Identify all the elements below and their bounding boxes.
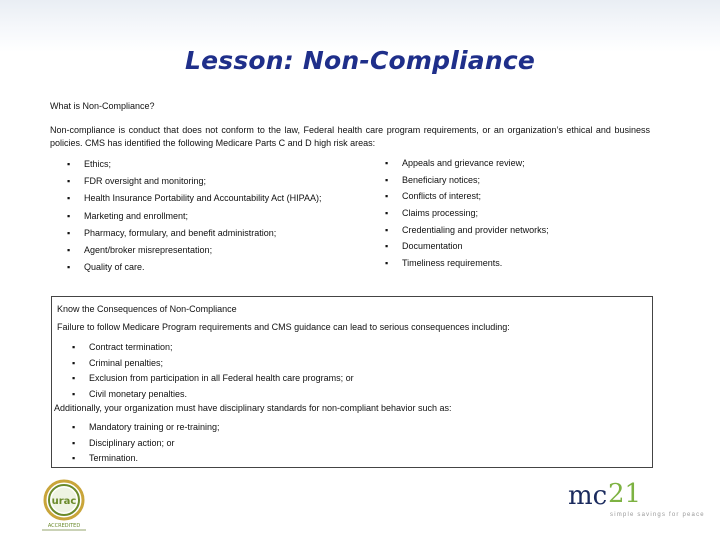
urac-seal-logo — [34, 478, 94, 534]
bullet-icon: ▪ — [72, 373, 76, 383]
bullet-icon: ▪ — [67, 210, 71, 221]
list-item: ▪ Criminal penalties; — [72, 357, 164, 368]
bullet-icon: ▪ — [385, 191, 389, 202]
list-item: ▪ Pharmacy, formulary, and benefit administration; — [67, 227, 277, 238]
header-band — [0, 0, 720, 52]
svg-text:21: 21 — [608, 479, 642, 509]
intro-paragraph: Non-compliance is conduct that does not conform to the law, Federal health care program requirements, or an organization’s ethical and business policies. CMS has identified the following Medicare Parts C and D high risk areas: — [50, 125, 650, 148]
list-item: ▪ Credentialing and provider networks; — [385, 224, 549, 235]
bullet-icon: ▪ — [67, 159, 71, 169]
svg-text:mc: mc — [568, 481, 608, 511]
list-item: ▪ Termination. — [72, 453, 139, 463]
list-item: ▪ FDR oversight and monitoring; — [67, 176, 207, 187]
mc21-logo — [566, 476, 676, 532]
svg-text:urac: urac — [51, 496, 77, 507]
list-item: ▪ Disciplinary action; or — [72, 437, 175, 448]
bullet-icon: ▪ — [67, 262, 71, 273]
disciplinary-lead: Additionally, your organization must have disciplinary standards for non-compliant behavior such as: — [54, 403, 452, 413]
bullet-icon: ▪ — [385, 258, 389, 269]
list-item: ▪ Exclusion from participation in all Federal health care programs; or — [72, 373, 354, 383]
list-item: ▪ Beneficiary notices; — [385, 174, 481, 185]
bullet-icon: ▪ — [72, 342, 76, 352]
bullet-icon: ▪ — [67, 193, 71, 204]
consequences-box — [51, 296, 653, 468]
list-item: ▪ Claims processing; — [385, 208, 479, 219]
list-item: ▪ Marketing and enrollment; — [67, 210, 189, 221]
list-item: ▪ Ethics; — [67, 159, 112, 169]
consequences-list — [72, 341, 354, 403]
bullet-icon: ▪ — [72, 388, 76, 399]
bullet-icon: ▪ — [72, 422, 76, 432]
bullet-icon: ▪ — [385, 208, 389, 219]
list-item: ▪ Conflicts of interest; — [385, 191, 482, 202]
page-title: Lesson: Non-Compliance — [184, 46, 536, 75]
bullet-icon: ▪ — [385, 174, 389, 185]
consequences-heading: Know the Consequences of Non-Compliance — [57, 304, 237, 314]
bullet-icon: ▪ — [67, 244, 71, 255]
mc21-tagline: simple savings for peace — [610, 512, 705, 518]
risk-list-right — [385, 157, 549, 274]
list-item: ▪ Health Insurance Portability and Accountability Act (HIPAA); — [67, 193, 322, 204]
risk-list-left — [67, 158, 321, 278]
consequences-lead: Failure to follow Medicare Program requirements and CMS guidance can lead to serious consequences including: — [57, 322, 510, 332]
bullet-icon: ▪ — [385, 158, 389, 168]
svg-text:ACCREDITED: ACCREDITED — [47, 523, 81, 529]
bullet-icon: ▪ — [67, 227, 71, 238]
list-item: ▪ Mandatory training or re-training; — [72, 422, 220, 432]
disciplinary-list — [72, 421, 220, 468]
bullet-icon: ▪ — [385, 224, 389, 235]
bullet-icon: ▪ — [72, 453, 76, 463]
list-item: ▪ Agent/broker misrepresentation; — [67, 244, 213, 255]
bullet-icon: ▪ — [72, 437, 76, 448]
list-item: ▪ Appeals and grievance review; — [385, 158, 525, 168]
list-item: ▪ Quality of care. — [67, 262, 145, 273]
bullet-icon: ▪ — [385, 241, 389, 252]
list-item: ▪ Documentation — [385, 241, 463, 252]
section-question: What is Non-Compliance? — [50, 101, 155, 111]
list-item: ▪ Civil monetary penalties. — [72, 388, 188, 399]
bullet-icon: ▪ — [72, 357, 76, 368]
list-item: ▪ Contract termination; — [72, 342, 173, 352]
list-item: ▪ Timeliness requirements. — [385, 258, 503, 269]
bullet-icon: ▪ — [67, 176, 71, 187]
